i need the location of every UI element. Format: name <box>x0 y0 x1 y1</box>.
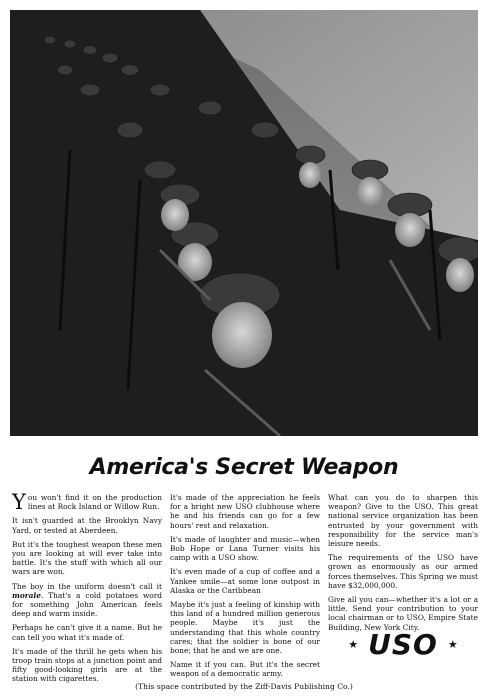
col1-paragraph-1 <box>12 490 162 514</box>
col3-paragraph-3: Give all you can—whether it's a lot or a little. Send your contribution to your local chairman or to USO, Empire State Building, New York City. <box>328 595 478 632</box>
col1-paragraph-3: But it's the toughest weapon these men you are looking at will ever take into battle. It's the stuff with which all our wars are won. <box>12 539 162 577</box>
uso-logo: USO <box>368 627 438 661</box>
column-2 <box>170 493 320 678</box>
col2-paragraph-1: It's made of the appreciation he feels for a bright new USO clubhouse where he and his friends can go for a few hours' rest and relaxation. <box>170 493 320 530</box>
star-icon-right: ★ <box>447 637 458 651</box>
column-1 <box>12 490 162 684</box>
column-3 <box>328 493 478 678</box>
marching-soldiers-photo <box>10 10 478 436</box>
col2-paragraph-2: It's made of laughter and music—when Bob Hope or Lana Turner visits his camp with a USO show. <box>170 534 320 563</box>
col3-paragraph-2: The requirements of the USO have grown as enormously as our armed forces themselves. This Spring we must have $32,000,000. <box>328 553 478 590</box>
col1-p1-text: ou won't find it on the production lines at Rock Island or Willow Run. <box>27 493 162 512</box>
col1-p4-end: . That's a cold potatoes word for something John American feels deep and warm inside. <box>12 590 162 619</box>
col1-p4-start: The boy in the uniform doesn't call it <box>12 581 162 591</box>
col1-paragraph-4 <box>12 582 162 619</box>
morale-word: morale <box>12 590 41 600</box>
col2-paragraph-3: It's even made of a cup of coffee and a Yankee smile—at some lone outpost in Alaska or the Caribbean <box>170 567 320 595</box>
star-icon-left: ★ <box>348 637 359 651</box>
col3-paragraph-1: What can you do to sharpen this weapon? Give to the USO. This great national service organization has been entrusted by your government with responsibility for the service man's leisure needs. <box>328 493 478 549</box>
uso-logo-line <box>328 627 478 661</box>
headline: America's Secret Weapon <box>89 455 399 480</box>
col2-paragraph-4: Maybe it's just a feeling of kinship with this land of a hundred million generous people. Maybe it's just the understanding that this whole country cares; that the soldier is bone of our bone; that he and we are one. <box>170 600 320 656</box>
col1-paragraph-6: It's made of the thrill he gets when his troop train stops at a junction point and fifty good-looking girls are at the station with cigarettes. <box>12 646 162 684</box>
col2-paragraph-5: Name it if you can. But it's the secret weapon of a democratic army. <box>170 660 320 679</box>
col1-paragraph-5: Perhaps he can't give it a name. But he can tell you what it's made of. <box>12 623 162 642</box>
soldiers-photo <box>10 10 478 436</box>
body-columns <box>12 490 478 684</box>
col1-paragraph-2: It isn't guarded at the Brooklyn Navy Yard, or tested at Aberdeen. <box>12 516 162 535</box>
drop-cap: Y <box>12 490 26 514</box>
publisher-credit: (This space contributed by the Ziff-Davis Publishing Co.) <box>135 682 353 691</box>
